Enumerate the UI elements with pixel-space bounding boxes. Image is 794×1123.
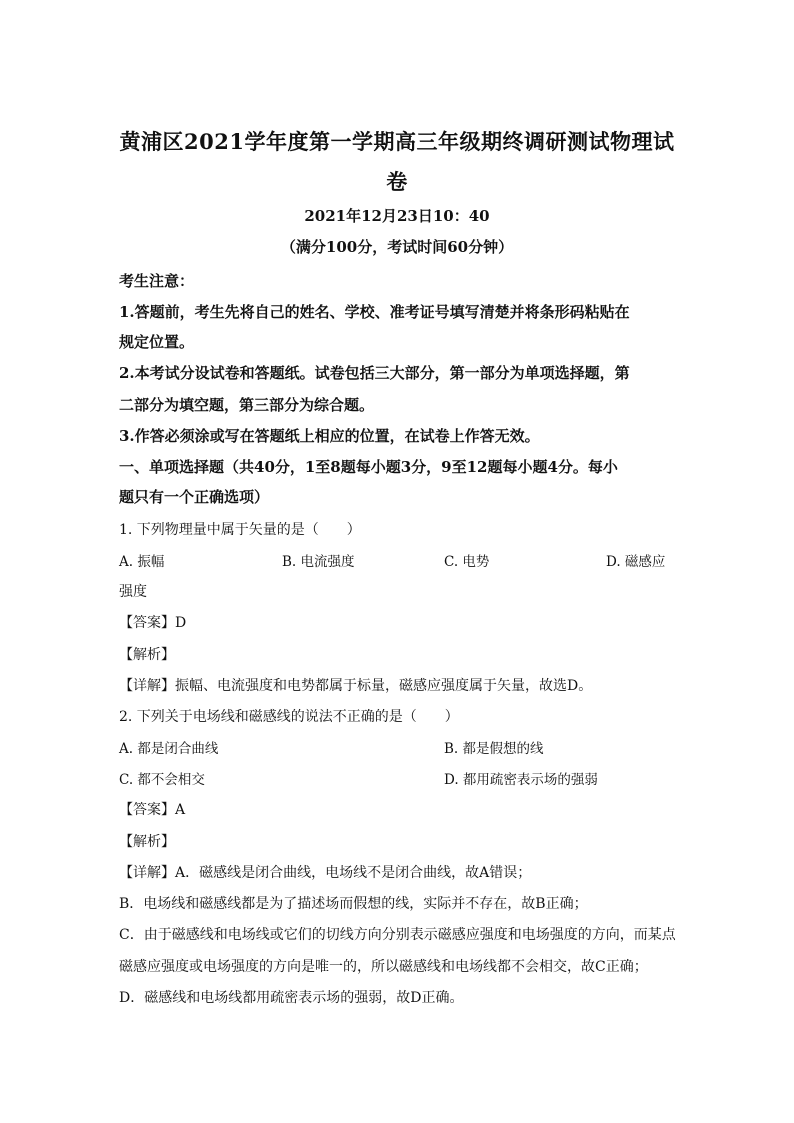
notice-line: 二部分为填空题，第三部分为综合题。 bbox=[119, 396, 375, 414]
question-2-detail: C．由于磁感线和电场线或它们的切线方向分别表示磁感应强度和电场强度的方向，而某点 bbox=[119, 927, 676, 943]
question-2-option-a: A. 都是闭合曲线 bbox=[119, 741, 219, 757]
notice-line: 规定位置。 bbox=[119, 333, 195, 351]
exam-date: 2021年12月23日10：40 bbox=[304, 207, 490, 225]
question-1-option-c: C. 电势 bbox=[444, 554, 490, 570]
question-2-option-b: B. 都是假想的线 bbox=[444, 741, 544, 757]
exam-title-line2: 卷 bbox=[386, 169, 408, 194]
question-2-detail: B．电场线和磁感线都是为了描述场而假想的线，实际并不存在，故B正确； bbox=[119, 896, 588, 912]
question-1-stem: 1. 下列物理量中属于矢量的是（ ） bbox=[119, 522, 361, 538]
question-1-answer: 【答案】D bbox=[119, 615, 187, 631]
question-1-analysis: 【解析】 bbox=[119, 647, 175, 663]
exam-title-line1: 黄浦区2021学年度第一学期高三年级期终调研测试物理试 bbox=[119, 129, 675, 154]
question-2-detail: 【详解】A．磁感线是闭合曲线，电场线不是闭合曲线，故A错误； bbox=[119, 865, 532, 881]
question-2-analysis: 【解析】 bbox=[119, 834, 175, 850]
section-heading: 题只有一个正确选项） bbox=[119, 488, 270, 506]
question-2-answer: 【答案】A bbox=[119, 802, 186, 818]
question-1-detail: 【详解】振幅、电流强度和电势都属于标量，磁感应强度属于矢量，故选D。 bbox=[119, 678, 593, 694]
question-1-option-a: A. 振幅 bbox=[119, 554, 165, 570]
question-1-option-b: B. 电流强度 bbox=[282, 554, 355, 570]
question-2-option-d: D. 都用疏密表示场的强弱 bbox=[444, 772, 598, 788]
notice-heading: 考生注意： bbox=[119, 272, 195, 290]
section-heading: 一、单项选择题（共40分，1至8题每小题3分，9至12题每小题4分。每小 bbox=[119, 458, 618, 476]
notice-line: 1.答题前，考生先将自己的姓名、学校、准考证号填写清楚并将条形码粘贴在 bbox=[119, 303, 630, 321]
notice-line: 2.本考试分设试卷和答题纸。试卷包括三大部分，第一部分为单项选择题，第 bbox=[119, 364, 630, 382]
question-1-option-d: D. 磁感应 bbox=[606, 554, 666, 570]
question-1-option-wrap: 强度 bbox=[119, 584, 147, 600]
question-2-detail: D．磁感线和电场线都用疏密表示场的强弱，故D正确。 bbox=[119, 990, 464, 1006]
score-note: （满分100分，考试时间60分钟） bbox=[280, 238, 514, 256]
question-2-detail: 磁感应强度或电场强度的方向是唯一的，所以磁感线和电场线都不会相交，故C正确； bbox=[119, 959, 648, 975]
notice-line: 3.作答必须涂或写在答题纸上相应的位置，在试卷上作答无效。 bbox=[119, 427, 540, 445]
question-2-stem: 2. 下列关于电场线和磁感线的说法不正确的是（ ） bbox=[119, 709, 459, 725]
question-2-option-c: C. 都不会相交 bbox=[119, 772, 205, 788]
